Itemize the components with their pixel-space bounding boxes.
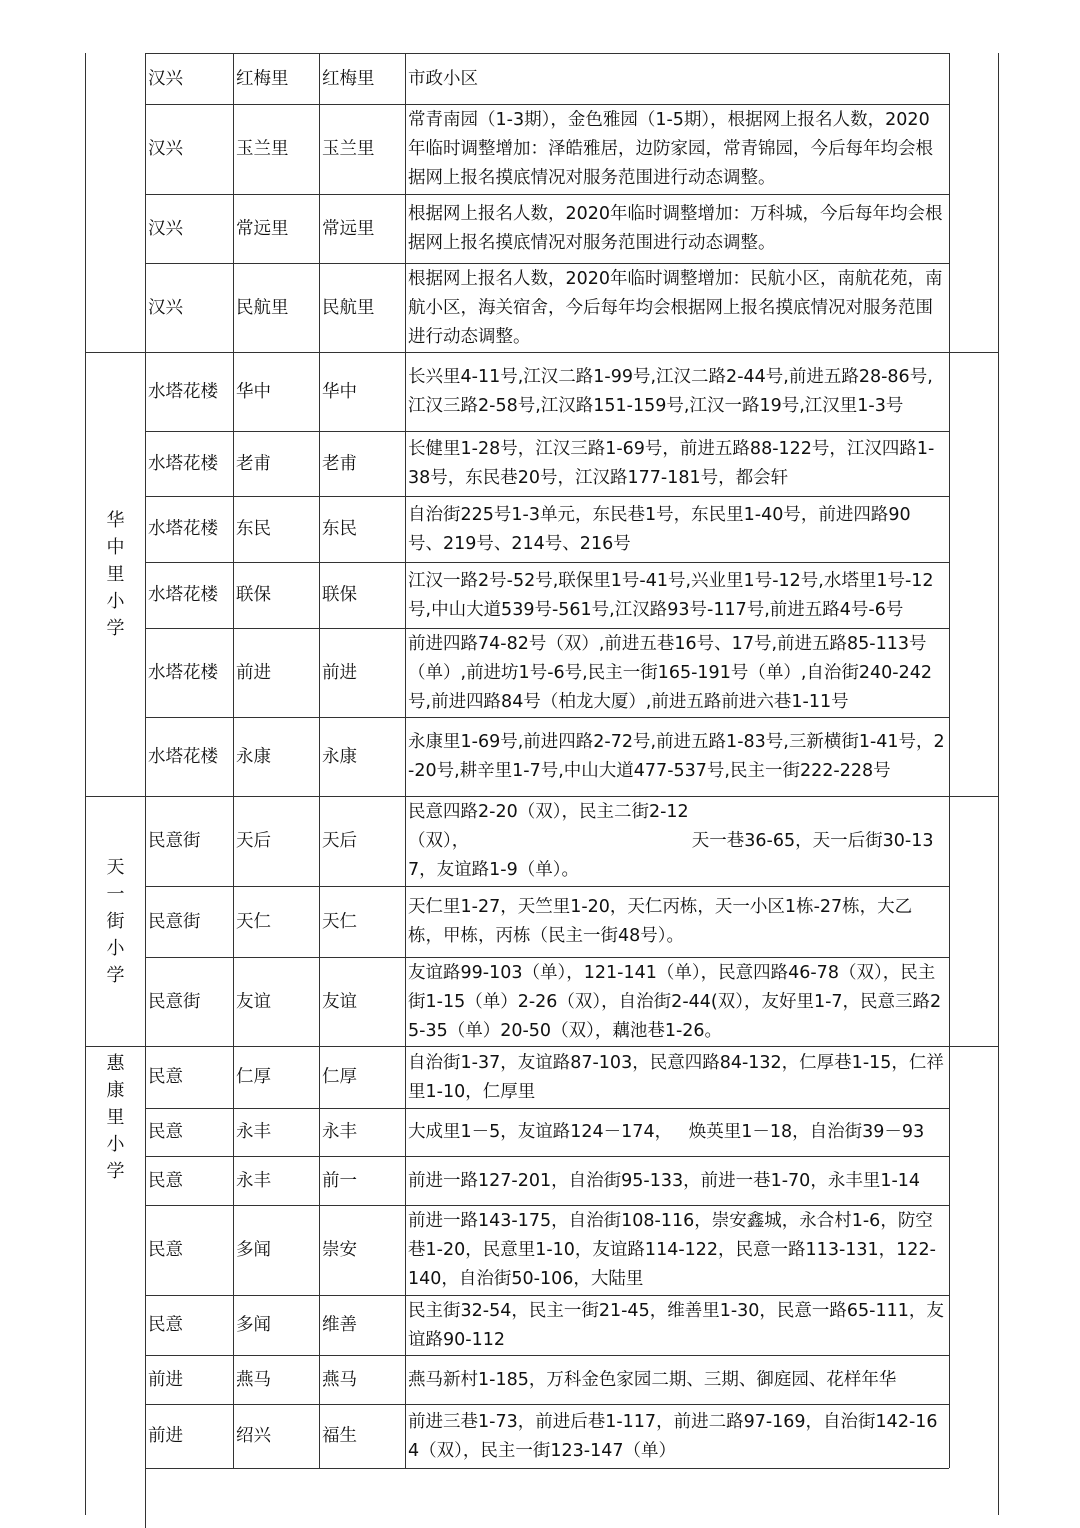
table-row: [146, 718, 233, 796]
sub-community-cell: 红梅里: [322, 68, 375, 89]
community-cell: 联保: [236, 585, 271, 605]
table-row: [234, 1109, 319, 1156]
service-scope-cell: 前进一路127-201，自治街95-133，前进一巷1-70，永丰里1-14: [408, 1170, 921, 1191]
sub-community-cell: 崇安: [322, 1240, 357, 1260]
community-cell: 民航里: [236, 297, 289, 318]
table-row: [234, 497, 319, 562]
service-scope-cell: 市政小区: [408, 68, 478, 89]
sub-community-cell: 永丰: [322, 1122, 357, 1142]
table-row: [320, 497, 405, 562]
table-row: [320, 1356, 405, 1404]
service-scope-cell: 燕马新村1-185，万科金色家园二期、三期、御庭园、花样年华: [408, 1369, 897, 1390]
school-name-huazhongli: 华 中 里 小 学: [106, 510, 125, 639]
community-cell: 友谊: [236, 991, 271, 1012]
table-row: [234, 1356, 319, 1404]
table-row: [406, 1356, 949, 1404]
table-row: [234, 958, 319, 1046]
table-row: [146, 54, 233, 104]
table-row: [234, 887, 319, 957]
table-row: [234, 432, 319, 496]
street-cell: 水塔花楼: [148, 585, 218, 605]
street-cell: 汉兴: [148, 68, 183, 89]
sub-community-cell: 永康: [322, 746, 357, 767]
service-scope-cell: 友谊路99-103（单），121-141（单），民意四路46-78（双），民主街1-15（单）2-26（双），自治街2-44(双），友好里1-7，民意三路25-35（单）20-50（双），藕池巷1-26。: [408, 962, 942, 1041]
community-cell: 天仁: [236, 911, 271, 932]
community-cell: 东民: [236, 519, 271, 539]
table-row: [146, 1047, 233, 1108]
table-border-col-end: [949, 53, 950, 1468]
street-cell: 水塔花楼: [148, 519, 218, 539]
sub-community-cell: 华中: [322, 381, 357, 402]
community-cell: 老甫: [236, 453, 271, 474]
table-row: [146, 563, 233, 628]
table-row: [146, 797, 233, 886]
street-cell: 水塔花楼: [148, 381, 218, 402]
table-row: [146, 1157, 233, 1205]
service-scope-cell: 自治街225号1-3单元，东民巷1号，东民里1-40号，前进四路90号、219号、214号、216号: [408, 504, 911, 554]
table-row: [406, 797, 949, 886]
sub-community-cell: 福生: [322, 1426, 357, 1446]
street-cell: 民意: [148, 1240, 183, 1260]
table-row: [320, 1047, 405, 1108]
community-cell: 华中: [236, 381, 271, 402]
table-row: [406, 432, 949, 496]
table-border-right-outer: [998, 53, 999, 1515]
service-scope-cell: 民意四路2-20（双），民主二街2-12 （双）， 天一巷36-65，天一后街30-137，友谊路1-9（单）。: [408, 802, 934, 880]
table-row: [406, 105, 949, 194]
table-row: [234, 264, 319, 352]
street-cell: 前进: [148, 1369, 183, 1390]
community-cell: 绍兴: [236, 1426, 271, 1446]
community-cell: 多闻: [236, 1240, 271, 1260]
table-row: [406, 195, 949, 263]
sub-community-cell: 天后: [322, 831, 357, 851]
table-row: [234, 105, 319, 194]
street-cell: 前进: [148, 1426, 183, 1446]
table-row: [234, 353, 319, 431]
service-scope-cell: 长健里1-28号，江汉三路1-69号，前进五路88-122号，江汉四路1-38号，东民巷20号，江汉路177-181号，都会轩: [408, 439, 935, 488]
community-cell: 多闻: [236, 1315, 271, 1335]
table-row: [320, 1206, 405, 1295]
table-row: [320, 264, 405, 352]
service-scope-cell: 大成里1－5，友谊路124－174， 焕英里1－18，自治街39－93: [408, 1122, 925, 1142]
community-cell: 永丰: [236, 1122, 271, 1142]
table-row: [406, 1405, 949, 1468]
table-row: [146, 629, 233, 717]
table-row: [320, 353, 405, 431]
service-scope-cell: 根据网上报名人数，2020年临时调整增加：民航小区，南航花苑，南航小区，海关宿舍，今后每年均会根据网上报名摸底情况对服务范围进行动态调整。: [408, 268, 943, 347]
community-cell: 常远里: [236, 218, 289, 239]
table-row: [146, 195, 233, 263]
table-row: [234, 1157, 319, 1205]
table-row: [406, 1206, 949, 1295]
service-scope-cell: 长兴里4-11号,江汉二路1-99号,江汉二路2-44号,前进五路28-86号,江汉三路2-58号,江汉路151-159号,江汉一路19号,江汉里1-3号: [408, 367, 933, 416]
table-row: [320, 797, 405, 886]
row-line: [145, 1468, 949, 1469]
table-row: [320, 629, 405, 717]
table-row: [320, 1405, 405, 1468]
street-cell: 民意: [148, 1315, 183, 1335]
sub-community-cell: 友谊: [322, 991, 357, 1012]
table-row: [320, 887, 405, 957]
sub-community-cell: 东民: [322, 519, 357, 539]
table-row: [320, 1109, 405, 1156]
table-row: [234, 1206, 319, 1295]
table-row: [146, 497, 233, 562]
service-scope-cell: 前进四路74-82号（双）,前进五巷16号、17号,前进五路85-113号（单）,前进坊1号-6号,民主一街165-191号（单）,自治街240-242号,前进四路84号（柏龙大厦）,前进五路前进六巷1-11号: [408, 633, 933, 712]
table-row: [406, 353, 949, 431]
table-row: [320, 54, 405, 104]
table-row: [146, 1405, 233, 1468]
sub-community-cell: 天仁: [322, 911, 357, 932]
street-cell: 水塔花楼: [148, 746, 218, 767]
sub-community-cell: 维善: [322, 1315, 357, 1335]
table-row: [146, 887, 233, 957]
service-scope-cell: 前进一路143-175，自治街108-116，崇安鑫城，永合村1-6，防空巷1-20，民意里1-10，友谊路114-122，民意一路113-131，122-140，自治街50-106，大陆里: [408, 1211, 936, 1289]
table-row: [406, 718, 949, 796]
table-row: [406, 1047, 949, 1108]
street-cell: 汉兴: [148, 139, 183, 159]
table-row: [234, 629, 319, 717]
sub-community-cell: 民航里: [322, 297, 375, 318]
sub-community-cell: 玉兰里: [322, 139, 375, 159]
street-cell: 民意街: [148, 991, 201, 1012]
table-row: [234, 797, 319, 886]
sub-community-cell: 常远里: [322, 218, 375, 239]
service-scope-cell: 江汉一路2号-52号,联保里1号-41号,兴业里1号-12号,水塔里1号-12号,中山大道539号-561号,江汉路93号-117号,前进五路4号-6号: [408, 570, 934, 620]
service-scope-cell: 根据网上报名人数，2020年临时调整增加：万科城，今后每年均会根据网上报名摸底情况对服务范围进行动态调整。: [408, 204, 943, 253]
table-row: [146, 1296, 233, 1355]
table-row: [320, 718, 405, 796]
sub-community-cell: 燕马: [322, 1369, 357, 1390]
table-row: [146, 1356, 233, 1404]
table-row: [320, 563, 405, 628]
table-row: [406, 54, 949, 104]
table-row: [406, 1157, 949, 1205]
table-row: [406, 887, 949, 957]
table-row: [234, 1047, 319, 1108]
table-row: [320, 105, 405, 194]
table-row: [234, 718, 319, 796]
table-row: [406, 1109, 949, 1156]
table-row: [146, 1109, 233, 1156]
street-cell: 民意: [148, 1067, 183, 1087]
table-row: [320, 1296, 405, 1355]
sub-community-cell: 前一: [322, 1170, 357, 1191]
table-row: [146, 264, 233, 352]
sub-community-cell: 老甫: [322, 453, 357, 474]
table-row: [146, 353, 233, 431]
table-row: [320, 1157, 405, 1205]
table-row: [320, 958, 405, 1046]
community-cell: 红梅里: [236, 68, 289, 89]
street-cell: 汉兴: [148, 297, 183, 318]
service-scope-cell: 常青南园（1-3期），金色雅园（1-5期），根据网上报名人数，2020年临时调整增加：泽皓雅居，边防家园，常青锦园，今后每年均会根据网上报名摸底情况对服务范围进行动态调整。: [408, 110, 933, 188]
community-cell: 永康: [236, 746, 271, 767]
street-cell: 民意街: [148, 911, 201, 932]
table-row: [234, 54, 319, 104]
service-scope-cell: 天仁里1-27，天竺里1-20，天仁丙栋，天一小区1栋-27栋，大乙栋，甲栋，丙栋（民主一街48号）。: [408, 897, 913, 946]
street-cell: 民意: [148, 1122, 183, 1142]
service-scope-cell: 永康里1-69号,前进四路2-72号,前进五路1-83号,三新横街1-41号，2-20号,耕辛里1-7号,中山大道477-537号,民主一街222-228号: [408, 732, 945, 781]
street-cell: 民意街: [148, 831, 201, 851]
table-row: [234, 1405, 319, 1468]
table-row: [406, 497, 949, 562]
service-scope-cell: 前进三巷1-73，前进后巷1-117，前进二路97-169，自治街142-164（双），民主一街123-147（单）: [408, 1411, 938, 1461]
street-cell: 水塔花楼: [148, 662, 218, 683]
community-cell: 玉兰里: [236, 139, 289, 159]
table-row: [406, 1296, 949, 1355]
sub-community-cell: 仁厚: [322, 1067, 357, 1087]
sub-community-cell: 联保: [322, 585, 357, 605]
table-row: [146, 958, 233, 1046]
table-row: [234, 563, 319, 628]
table-row: [406, 958, 949, 1046]
table-row: [146, 105, 233, 194]
community-cell: 前进: [236, 662, 271, 683]
school-name-huikangli: 惠 康 里 小 学: [106, 1052, 125, 1182]
table-row: [234, 195, 319, 263]
community-cell: 天后: [236, 831, 271, 851]
table-row: [146, 432, 233, 496]
community-cell: 永丰: [236, 1170, 271, 1191]
service-scope-cell: 民主街32-54，民主一街21-45，维善里1-30，民意一路65-111，友谊路90-112: [408, 1300, 944, 1350]
table-row: [320, 432, 405, 496]
table-row: [406, 264, 949, 352]
table-row: [406, 563, 949, 628]
street-cell: 汉兴: [148, 218, 183, 239]
street-cell: 民意: [148, 1170, 183, 1191]
community-cell: 燕马: [236, 1369, 271, 1390]
service-scope-cell: 自治街1-37，友谊路87-103，民意四路84-132，仁厚巷1-15，仁祥里1-10，仁厚里: [408, 1052, 944, 1102]
street-cell: 水塔花楼: [148, 453, 218, 474]
table-row: [146, 1206, 233, 1295]
sub-community-cell: 前进: [322, 662, 357, 683]
table-row: [406, 629, 949, 717]
table-row: [234, 1296, 319, 1355]
community-cell: 仁厚: [236, 1067, 271, 1087]
table-row: [320, 195, 405, 263]
school-name-tianyijie: 天 一 街 小 学: [106, 857, 125, 986]
